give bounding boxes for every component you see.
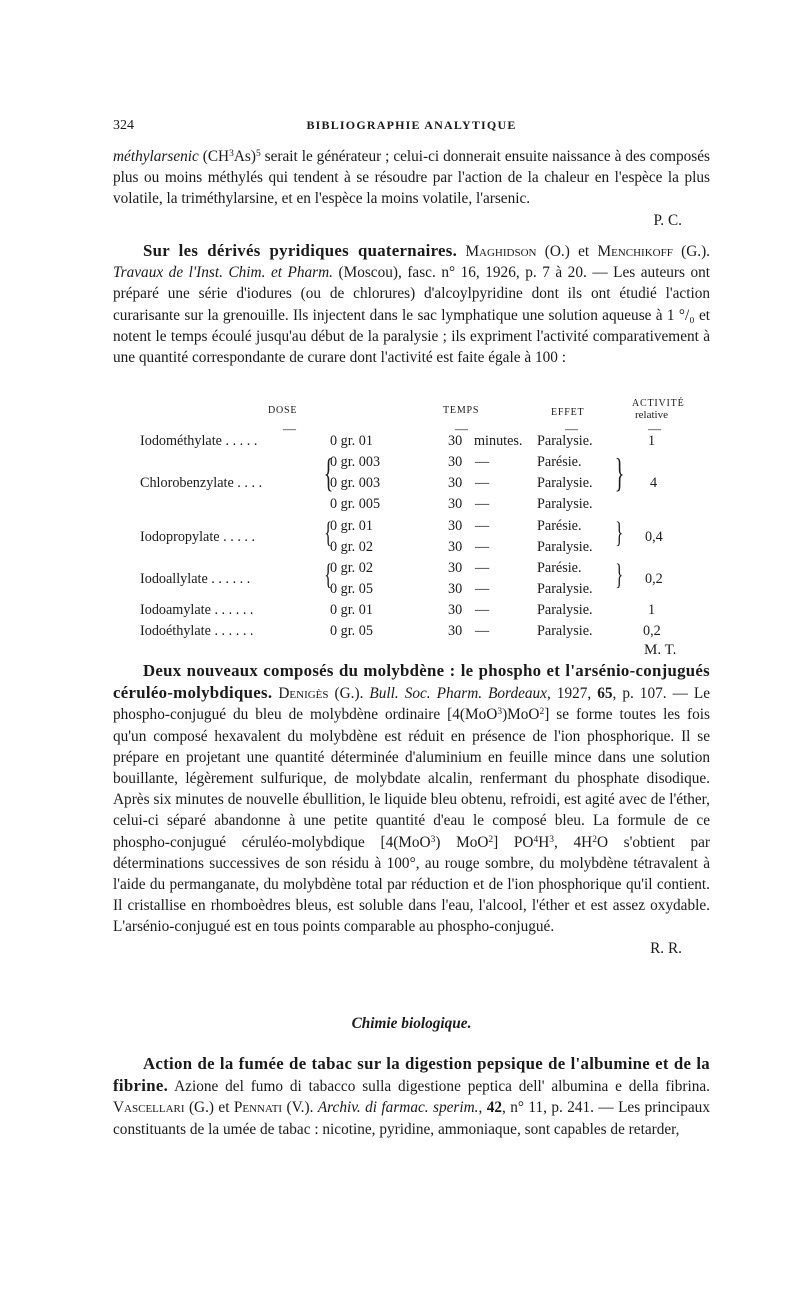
time-unit: minutes. <box>474 433 523 449</box>
time-cell: 30 <box>448 560 463 576</box>
dose-cell: 0 gr. 003 <box>330 454 381 470</box>
compound-name: Iodoallylate . . . . . . <box>140 571 251 587</box>
running-title: BIBLIOGRAPHIE ANALYTIQUE <box>306 118 517 132</box>
header-relative: relative <box>635 409 668 421</box>
header-effet: EFFET <box>551 407 585 418</box>
activity-cell: 1 <box>648 433 656 449</box>
dose-cell: 0 gr. 003 <box>330 475 381 491</box>
effect-cell: Paralysie. <box>537 475 593 491</box>
abstract-tobacco <box>113 1053 710 1140</box>
section-heading: Chimie biologique. <box>351 1015 472 1032</box>
left-brace: { <box>323 450 334 495</box>
dose-cell: 0 gr. 02 <box>330 560 373 576</box>
header-dose: DOSE <box>268 405 298 416</box>
abstract-title: Action de la fumée de tabac sur la digestion pepsique de l'albumine et de la fibrine. <box>113 1054 710 1096</box>
effect-cell: Parésie. <box>537 454 582 470</box>
header-rule: — <box>648 421 661 436</box>
activity-cell: 0,4 <box>645 529 663 545</box>
abstract-molybdenum <box>113 660 710 959</box>
effect-cell: Paralysie. <box>537 623 593 639</box>
compound-name: Chlorobenzylate . . . . <box>140 475 263 491</box>
time-cell: 30 <box>448 433 463 449</box>
time-cell: 30 <box>448 539 463 555</box>
compound-name: Iodoamylate . . . . . . <box>140 602 254 618</box>
dose-cell: 0 gr. 01 <box>330 433 373 449</box>
time-cell: 30 <box>448 602 463 618</box>
dose-cell: 0 gr. 05 <box>330 623 373 639</box>
compound-name: Iodoéthylate . . . . . . <box>140 623 254 639</box>
time-cell: 30 <box>448 454 463 470</box>
header-rule: — <box>455 421 468 436</box>
right-brace: } <box>614 450 625 495</box>
dose-cell: 0 gr. 05 <box>330 581 373 597</box>
dose-cell: 0 gr. 005 <box>330 496 381 512</box>
activity-cell: 4 <box>650 475 658 491</box>
effect-cell: Parésie. <box>537 560 582 576</box>
abstract-continuation-text: méthylarsenic $(CH^3As)^5$ serait le générateur ; celui-ci donnerait ensuite naissance à des composés plus ou moins méthylés qui tendent à se résoudre par l'action de la chaleur en l'espèce la plus volatile, la triméthylarsine, et en l'espèce la moins volatile, l'arsenic. <box>113 148 710 208</box>
ditto-dash: — <box>475 581 490 597</box>
time-cell: 30 <box>448 623 463 639</box>
effect-cell: Paralysie. <box>537 581 593 597</box>
dose-cell: 0 gr. 02 <box>330 539 373 555</box>
time-cell: 30 <box>448 581 463 597</box>
activity-cell: 0,2 <box>645 571 663 587</box>
right-brace: } <box>615 516 624 549</box>
header-rule: — <box>565 421 578 436</box>
header-rule: — <box>283 421 296 436</box>
abstract-title: Deux nouveaux composés du molybdène : le phospho et l'arsénio-conjugués céruléo-molybdiques. <box>113 661 710 703</box>
compound-name: Iodopropylate . . . . . <box>140 529 256 545</box>
ditto-dash: — <box>475 454 490 470</box>
time-cell: 30 <box>448 496 463 512</box>
time-cell: 30 <box>448 475 463 491</box>
left-brace: { <box>324 516 333 549</box>
activity-cell: 1 <box>648 602 656 618</box>
effect-cell: Paralysie. <box>537 433 593 449</box>
dose-cell: 0 gr. 01 <box>330 518 373 534</box>
time-cell: 30 <box>448 518 463 534</box>
journal-name: Bull. Soc. Pharm. Bordeaux <box>369 685 547 703</box>
page-number: 324 <box>113 118 134 133</box>
ditto-dash: — <box>475 560 490 576</box>
effect-cell: Parésie. <box>537 518 582 534</box>
journal-name: Archiv. di farmac. sperim. <box>317 1099 479 1117</box>
signature: M. T. <box>644 642 677 658</box>
abstract-molybdenum-text: Deux nouveaux composés du molybdène : le phospho et l'arsénio-conjugués céruléo-molybdiques. Denigès (G.). Bull. Soc. Pharm. Bordeaux, 1927, 65, p. 107. — Le phospho-conjugué du bleu de molybdène ordinaire [4(MoO$^3$)MoO$^2$] se forme toutes les fois qu'un composé hexavalent du molybdène est réduit en présence de l'ion phosphorique. Il se prépare en projetant une quantité déterminée d'aluminium en feuille mince dans une solution bouillante, légèrement sulfurique, de molybdate alcalin, renfermant du phosphate disodique. Après six minutes de nouvelle ébullition, le liquide bleu obtenu, refroidi, est agité avec de l'éther, celui-ci séparé abandonne à une petite quantité d'eau le composé bleu. La formule de ce phospho-conjugué céruléo-molybdique [4(MoO$^3$) MoO$^2$] $PO^4H^3$, $4H^2O$ s'obtient par déterminations successives de son résidu à 100°, au rouge sombre, du molybdène tétravalent à l'aide du permanganate, du molybdène total par réduction et de l'ion phosphorique qu'il contient. Il cristallise en rhomboèdres bleus, est soluble dans l'eau, l'alcool, l'éther et est assez oxydable. L'arsénio-conjugué est en tous points comparable au phospho-conjugué. <box>113 661 710 936</box>
compound-name: Iodométhylate . . . . . <box>140 433 258 449</box>
journal-name: Travaux de l'Inst. Chim. et Pharm. <box>113 264 333 282</box>
abstract-tobacco-text: Action de la fumée de tabac sur la digestion pepsique de l'albumine et de la fibrine. Azione del fumo di tabacco sulla digestione peptica dell' albumina e della fibrina. Vascellari (G.) et Pennati (V.). Archiv. di farmac. sperim., 42, n° 11, p. 241. — Les principaux constituants de la umée de tabac : nicotine, pyridine, ammoniaque, sont capables de retarder, <box>113 1054 710 1138</box>
header-activite: ACTIVITÉ <box>632 398 685 409</box>
abstract-pyridine-text: Sur les dérivés pyridiques quaternaires. Maghidson (O.) et Menchikoff (G.). Travaux de l'Inst. Chim. et Pharm. (Moscou), fasc. n° 16, 1926, p. 7 à 20. — Les auteurs ont préparé une série d'iodures (ou de chlorures) d'alcoylpyridine dont ils ont étudié l'action curarisante sur la grenouille. Ils injectent dans le sac lymphatique une solution aqueuse à 1 °/₀ et notent le temps écoulé jusqu'au début de la paralysie ; ils expriment l'activité comparativement à une quantité correspondante de curare dont l'activité est faite égale à 100 : <box>113 241 711 367</box>
ditto-dash: — <box>475 623 490 639</box>
ditto-dash: — <box>475 496 490 512</box>
signature: R. R. <box>650 939 682 957</box>
effect-cell: Paralysie. <box>537 539 593 555</box>
ditto-dash: — <box>475 518 490 534</box>
effect-cell: Paralysie. <box>537 602 593 618</box>
effect-cell: Paralysie. <box>537 496 593 512</box>
ditto-dash: — <box>475 475 490 491</box>
ditto-dash: — <box>475 539 490 555</box>
signature: P. C. <box>653 211 682 229</box>
ditto-dash: — <box>475 602 490 618</box>
header-temps: TEMPS <box>443 405 480 416</box>
dose-cell: 0 gr. 01 <box>330 602 373 618</box>
left-brace: { <box>324 558 333 591</box>
abstract-title: Sur les dérivés pyridiques quaternaires. <box>143 241 458 260</box>
right-brace: } <box>615 558 624 591</box>
activity-cell: 0,2 <box>643 623 661 639</box>
